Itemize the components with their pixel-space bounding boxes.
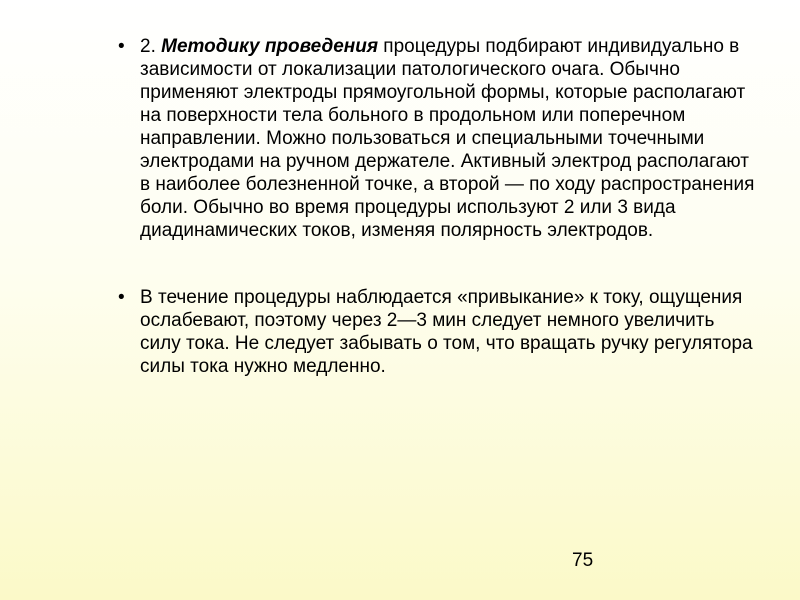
bullet-text: В течение процедуры наблюдается «привыкание» к току, ощущения ослабевают, поэтому через 2—3 мин следует немного увеличить силу тока. Не следует забывать о том, что вращать ручку регулятора силы тока нужно медленно. [140,287,753,377]
bullet-dot-icon: • [118,36,125,57]
page-number: 75 [572,550,594,571]
bullet-item-adaptation [118,286,758,378]
bullet-dot-icon: • [118,287,125,308]
bullet-item-methodology [118,35,758,242]
bullet-emphasis: Методику проведения [161,36,379,57]
bullet-text: процедуры подбирают индивидуально в зависимости от локализации патологического очага. Обычно применяют электроды прямоугольной формы, которые располагают на поверхности тела больного в продольном или поперечном направлении. Можно пользоваться и специальными точечными электродами на ручном держателе. Активный электрод располагают в наиболее болезненной точке, а второй — по ходу распространения боли. Обычно во время процедуры используют 2 или 3 вида диадинамических токов, изменяя полярность электродов. [140,36,755,241]
slide-content [118,35,758,378]
bullet-prefix: 2. [140,36,162,57]
